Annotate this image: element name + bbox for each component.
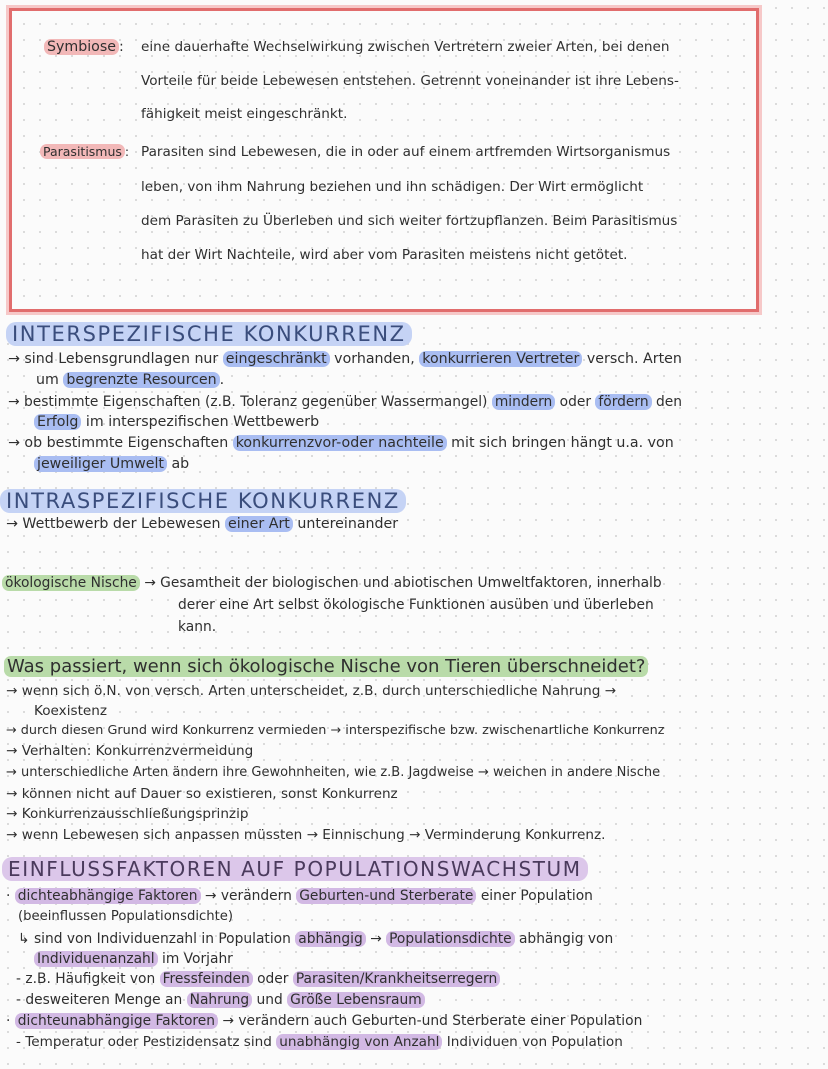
text-span: - z.B. Häufigkeit von: [16, 971, 160, 987]
einfluss-line-2: (beeinflussen Populationsdichte): [18, 909, 234, 924]
text-span: → sind Lebensgrundlagen nur: [8, 351, 223, 367]
intraspezifisch-heading: INTRASPEZIFISCHE KONKURRENZ: [0, 489, 406, 513]
highlight-text: Größe Lebensraum: [287, 992, 425, 1008]
highlight-text: einer Art: [225, 516, 293, 532]
highlight-text: unabhängig von Anzahl: [276, 1034, 442, 1050]
highlight-text: begrenzte Resourcen: [63, 372, 219, 388]
overlap-line-6: → können nicht auf Dauer so existieren, sonst Konkurrenz: [6, 786, 398, 802]
text-span: und: [252, 992, 288, 1008]
einfluss-heading: EINFLUSSFAKTOREN AUF POPULATIONSWACHSTUM: [2, 857, 588, 881]
highlight-text: fördern: [595, 394, 651, 410]
text-span: ↳ sind von Individuenzahl in Population: [18, 931, 296, 947]
highlight-text: eingeschränkt: [223, 351, 330, 367]
text-span: oder: [252, 971, 293, 987]
highlight-text: jeweiliger Umwelt: [34, 456, 167, 472]
interspezifisch-heading: INTERSPEZIFISCHE KONKURRENZ: [6, 322, 412, 346]
nische-line-3: kann.: [178, 619, 217, 635]
highlight-text: konkurrieren Vertreter: [419, 351, 582, 367]
overlap-line-3: → durch diesen Grund wird Konkurrenz vermieden → interspezifische bzw. zwischenartliche Konkurrenz: [6, 723, 665, 738]
inter-line-5: [8, 434, 674, 452]
parasitismus-line-4: hat der Wirt Nachteile, wird aber vom Parasiten meistens nicht getötet.: [141, 247, 628, 263]
highlight-text: Populationsdichte: [386, 931, 515, 947]
punctuation: :: [118, 39, 124, 55]
inter-line-4: [34, 413, 319, 431]
punctuation: :: [124, 144, 130, 159]
text-span: im Vorjahr: [157, 951, 233, 967]
text-span: einer Population: [476, 888, 593, 904]
inter-line-2: [36, 371, 224, 389]
highlight-text: Geburten-und Sterberate: [296, 888, 476, 904]
highlight-text: abhängig: [295, 931, 366, 947]
text-span: den: [651, 394, 682, 410]
nische-line-1: [2, 574, 662, 592]
highlight-text: Was passiert, wenn sich ökologische Nische von Tieren überschneidet?: [4, 656, 648, 677]
overlap-line-4: → Verhalten: Konkurrenzvermeidung: [6, 743, 254, 759]
text-span: ab: [166, 456, 190, 472]
symbiose-term: [44, 38, 124, 56]
intra-line-1: [6, 515, 398, 533]
highlight-text: Nahrung: [187, 992, 252, 1008]
overlap-line-8: → wenn Lebewesen sich anpassen müssten → Einnischung → Verminderung Konkurrenz.: [6, 827, 606, 843]
overlap-line-2: Koexistenz: [34, 703, 108, 719]
parasitismus-line-1: Parasiten sind Lebewesen, die in oder auf einem artfremden Wirtsorganismus: [141, 144, 671, 160]
text-span: Individuen von Population: [442, 1034, 623, 1050]
text-span: ·: [6, 888, 15, 904]
text-span: untereinander: [292, 516, 399, 532]
inter-line-6: [34, 455, 189, 473]
text-span: → verändern auch Geburten-und Sterberate einer Population: [218, 1013, 643, 1029]
highlight-text: Erfolg: [34, 414, 81, 430]
text-span: .: [219, 372, 225, 388]
highlight-text: Individuenanzahl: [34, 951, 158, 967]
symbiose-line-1: eine dauerhafte Wechselwirkung zwischen Vertretern zweier Arten, bei denen: [141, 39, 670, 55]
inter-line-1: [8, 350, 682, 368]
overlap-line-7: → Konkurrenzausschließungsprinzip: [6, 806, 249, 822]
highlight-text: konkurrenzvor-oder nachteile: [233, 435, 447, 451]
einfluss-line-3: [18, 930, 613, 948]
text-span: mit sich bringen hängt u.a. von: [446, 435, 674, 451]
overlap-line-1: → wenn sich ö.N. von versch. Arten unterscheidet, z.B. durch unterschiedliche Nahrung →: [6, 683, 617, 699]
symbiose-line-2: Vorteile für beide Lebewesen entstehen. Getrennt voneinander ist ihre Lebens-: [141, 73, 679, 89]
einfluss-line-6: [16, 991, 425, 1009]
text-span: ·: [6, 1013, 15, 1029]
nische-line-2: derer eine Art selbst ökologische Funktionen ausüben und überleben: [178, 597, 654, 613]
einfluss-line-5: [16, 970, 500, 988]
highlight-text: Symbiose: [44, 39, 119, 55]
parasitismus-line-2: leben, von ihm Nahrung beziehen und ihn schädigen. Der Wirt ermöglicht: [141, 179, 644, 195]
text-span: → bestimmte Eigenschaften (z.B. Toleranz gegenüber Wassermangel): [8, 394, 492, 410]
text-span: vorhanden,: [329, 351, 420, 367]
text-span: - Temperatur oder Pestizidensatz sind: [16, 1034, 277, 1050]
parasitismus-term: [40, 143, 129, 161]
text-span: → ob bestimmte Eigenschaften: [8, 435, 233, 451]
text-span: → Wettbewerb der Lebewesen: [6, 516, 226, 532]
text-span: → verändern: [200, 888, 297, 904]
highlight-text: Parasiten/Krankheitserregern: [293, 971, 500, 987]
einfluss-line-4: [34, 950, 233, 968]
overlap-line-5: → unterschiedliche Arten ändern ihre Gewohnheiten, wie z.B. Jagdweise → weichen in andere Nische: [6, 765, 661, 780]
highlight-text: Fressfeinden: [160, 971, 253, 987]
text-span: → Gesamtheit der biologischen und abiotischen Umweltfaktoren, innerhalb: [139, 575, 662, 591]
nische-question: [4, 656, 648, 678]
text-span: →: [365, 931, 387, 947]
einfluss-line-7: [6, 1012, 642, 1030]
text-span: im interspezifischen Wettbewerb: [81, 414, 320, 430]
text-span: um: [36, 372, 64, 388]
text-span: oder: [555, 394, 596, 410]
einfluss-line-1: [6, 887, 593, 905]
highlight-text: Parasitismus: [40, 144, 125, 159]
text-span: - desweiteren Menge an: [16, 992, 187, 1008]
highlight-text: dichteunabhängige Faktoren: [15, 1013, 218, 1029]
einfluss-line-8: [16, 1033, 623, 1051]
symbiose-line-3: fähigkeit meist eingeschränkt.: [141, 106, 348, 122]
text-span: versch. Arten: [582, 351, 682, 367]
highlight-text: mindern: [492, 394, 555, 410]
text-span: abhängig von: [514, 931, 614, 947]
highlight-text: dichteabhängige Faktoren: [15, 888, 201, 904]
inter-line-3: [8, 393, 682, 411]
parasitismus-line-3: dem Parasiten zu Überleben und sich weiter fortzupflanzen. Beim Parasitismus: [141, 213, 678, 229]
highlight-text: ökologische Nische: [2, 575, 140, 591]
